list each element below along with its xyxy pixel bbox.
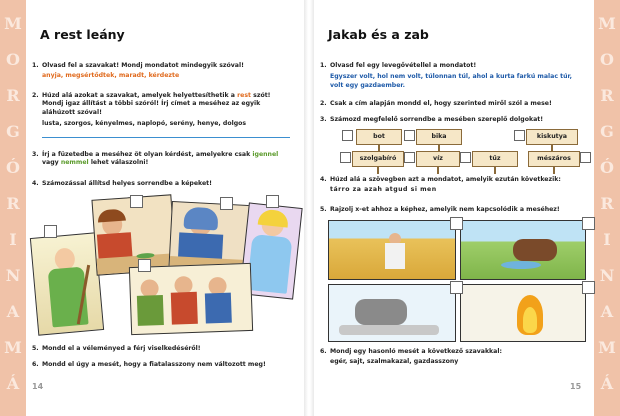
left-question-4 [32,180,288,188]
left-page-number: 14 [32,382,44,391]
question-number: 3. [320,116,327,123]
question-number: 3. [32,151,39,158]
margin-letter: A [600,302,614,321]
question-number: 5. [320,206,327,213]
question-number: 4. [32,180,39,187]
left-question-6 [32,361,288,369]
margin-letter: M [4,338,22,357]
right-question-2 [320,100,576,108]
number-box[interactable] [580,152,591,163]
left-question-3 [32,151,288,168]
question-text: Olvasd fel a szavakat! Mondj mondatot mindegyik szóval! [42,62,244,69]
right-decorative-margin [594,0,620,416]
mark-box-1[interactable] [450,217,463,230]
sign-item: mészáros [528,151,580,167]
margin-letter: R [600,86,614,105]
margin-letter: R [6,86,20,105]
book-gutter [304,0,314,416]
story-illustration-collage [34,195,296,333]
question-text-mid: vagy [42,159,59,167]
order-box-2[interactable] [130,195,143,208]
margin-letter: A [6,302,20,321]
question-number: 6. [32,361,39,368]
right-page-number: 15 [570,382,582,391]
sign-item: bika [416,129,462,145]
order-box-3[interactable] [220,197,233,210]
question-number: 1. [320,62,327,69]
question-text: Írj a füzetedbe a meséhez öt olyan kérdést, amelyekre csak [42,151,251,158]
margin-letter: Á [6,374,20,393]
highlight-yes: igennel [252,151,279,158]
image-fire[interactable] [460,284,586,342]
image-dog-bone[interactable] [328,284,456,342]
order-box-4[interactable] [266,195,279,208]
sign-item: bot [356,129,402,145]
right-question-6 [320,348,576,367]
highlight-no: nemmel [60,159,89,167]
number-box[interactable] [340,152,351,163]
question-number: 2. [32,92,39,99]
sign-item: tűz [472,151,518,167]
scene-broom-girl [30,232,104,335]
margin-letter: Ó [6,158,20,177]
left-question-1 [32,62,288,81]
mark-box-2[interactable] [582,217,595,230]
question-text: Mondj egy hasonló mesét a következő szavakkal: [330,348,502,355]
order-box-1[interactable] [44,225,57,238]
margin-letter: Ó [600,158,614,177]
right-question-4 [320,176,576,195]
number-box[interactable] [460,152,471,163]
margin-letter: R [600,194,614,213]
question-text: Mondd el a véleményed a férj viselkedéséről! [42,345,201,352]
mark-box-3[interactable] [450,281,463,294]
left-question-5 [32,345,288,353]
question-number: 5. [32,345,39,352]
right-question-1 [320,62,576,90]
highlight-word: rest [237,92,252,99]
margin-letter: M [4,14,22,33]
question-number: 6. [320,348,327,355]
question-text: Számozással állítsd helyes sorrendbe a képeket! [42,180,212,187]
question-text: Húzd alá azokat a szavakat, amelyek helyettesíthetik a [42,92,235,99]
answer-line[interactable] [42,137,290,138]
margin-letter: R [6,194,20,213]
question-text: Rajzolj x-et ahhoz a képhez, amelyik nem kapcsolódik a meséhez! [330,206,560,213]
number-box[interactable] [404,130,415,141]
margin-letter: N [599,266,615,285]
right-page-title: Jakab és a zab [328,27,429,42]
left-question-2 [32,92,288,129]
margin-letter: O [600,50,614,69]
question-number: 2. [320,100,327,107]
image-bull-water[interactable] [460,220,586,280]
mark-box-4[interactable] [582,281,595,294]
right-question-3 [320,116,576,124]
question-text: Olvasd fel egy levegővétellel a mondatot! [330,62,477,69]
sign-item: víz [416,151,460,167]
question-text: Számozd megfelelő sorrendbe a mesében szereplő dolgokat! [330,116,544,123]
word-list: lusta, szorgos, kényelmes, naplopó, serény, henye, dolgos [42,120,247,128]
question-text: Mondd el úgy a mesét, hogy a fiatalasszony nem változott meg! [42,361,266,368]
question-text: Csak a cím alapján mondd el, hogy szerinted miről szól a mese! [330,100,552,107]
order-box-5[interactable] [138,259,151,272]
tongue-twister-sentence: Egyszer volt, hol nem volt, túlonnan túl, ahol a kurta farkú malac túr, volt egy gazdaember. [330,73,572,89]
question-number: 4. [320,176,327,183]
margin-letter: G [6,122,20,141]
left-page-title: A rest leány [40,27,125,42]
number-box[interactable] [342,130,353,141]
question-text-cont: szót! Mondj igaz állítást a többi szóról! Írj címet a meséhez az egyik aláhúzott szóval! [42,92,271,116]
number-box[interactable] [404,152,415,163]
right-question-5 [320,206,576,214]
margin-letter: Á [600,374,614,393]
question-text-end: lehet válaszolni! [90,159,149,167]
margin-letter: G [600,122,614,141]
left-page [26,0,304,416]
scene-kitchen [129,263,253,335]
word-list: anyja, megsértődtek, maradt, kérdezte [42,72,180,80]
question-text: Húzd alá a szövegben azt a mondatot, amelyik ezután következik: [330,176,561,183]
left-decorative-margin [0,0,26,416]
right-page [314,0,594,416]
margin-letter: M [598,14,616,33]
sign-item: kiskutya [526,129,578,145]
image-farmer-wheat[interactable] [328,220,456,280]
scrambled-phrase: tárro za azah atgud si men [330,186,437,194]
sign-item: szolgabíró [352,151,404,167]
number-box[interactable] [514,130,525,141]
margin-letter: M [598,338,616,357]
margin-letter: I [603,230,611,249]
margin-letter: I [9,230,17,249]
word-list: egér, sajt, szalmakazal, gazdasszony [330,358,459,366]
question-number: 1. [32,62,39,69]
margin-letter: O [6,50,20,69]
margin-letter: N [5,266,21,285]
